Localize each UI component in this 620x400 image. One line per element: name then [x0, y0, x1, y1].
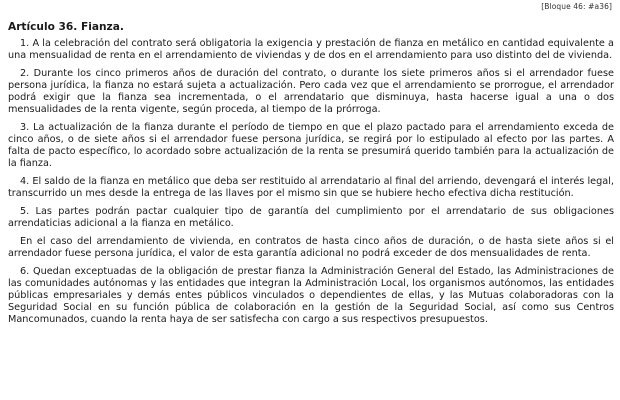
- paragraph-5-continued: En el caso del arrendamiento de vivienda, en contratos de hasta cinco años de duración, o de hasta siete años si el arrendador fuese persona jurídica, el valor de esta garantía adicional no podrá exceder de dos mensualidades de renta.: [8, 236, 614, 259]
- paragraph-5: 5. Las partes podrán pactar cualquier tipo de garantía del cumplimiento por el arrendatario de sus obligaciones arrendaticias adicional a la fianza en metálico.: [8, 206, 614, 229]
- paragraph-1: 1. A la celebración del contrato será obligatoria la exigencia y prestación de fianza en metálico en cantidad equivalente a una mensualidad de renta en el arrendamiento de viviendas y de dos en el arrendamiento para uso distinto del de vivienda.: [8, 38, 614, 61]
- paragraph-6: 6. Quedan exceptuadas de la obligación de prestar fianza la Administración General del Estado, las Administraciones de las comunidades autónomas y las entidades que integran la Administración Local, los organismos autónomos, las entidades públicas empresariales y demás entes públicos vinculados o dependientes de ellas, y las Mutuas colaboradoras con la Seguridad Social en su función pública de colaboración en la gestión de la Seguridad Social, así como sus Centros Mancomunados, cuando la renta haya de ser satisfecha con cargo a sus respectivos presupuestos.: [8, 266, 614, 325]
- article-title: Artículo 36. Fianza.: [8, 21, 124, 33]
- paragraph-3: 3. La actualización de la fianza durante el período de tiempo en que el plazo pactado para el arrendamiento exceda de cinco años, o de siete años si el arrendador fuese persona jurídica, se regirá por lo estipulado al efecto por las partes. A falta de pacto específico, lo acordado sobre actualización de la renta se presumirá querido también para la actualización de la fianza.: [8, 122, 614, 169]
- paragraph-2: 2. Durante los cinco primeros años de duración del contrato, o durante los siete primeros años si el arrendador fuese persona jurídica, la fianza no estará sujeta a actualización. Pero cada vez que el arrendamiento se prorrogue, el arrendador podrá exigir que la fianza sea incrementada, o el arrendatario que disminuya, hasta hacerse igual a una o dos mensualidades de la renta vigente, según proceda, al tiempo de la prórroga.: [8, 68, 614, 115]
- paragraph-4: 4. El saldo de la fianza en metálico que deba ser restituido al arrendatario al final del arriendo, devengará el interés legal, transcurrido un mes desde la entrega de las llaves por el mismo sin que se hubiere hecho efectiva dicha restitución.: [8, 176, 614, 199]
- block-tag: [Bloque 46: #a36]: [541, 2, 612, 11]
- article: [8, 20, 614, 332]
